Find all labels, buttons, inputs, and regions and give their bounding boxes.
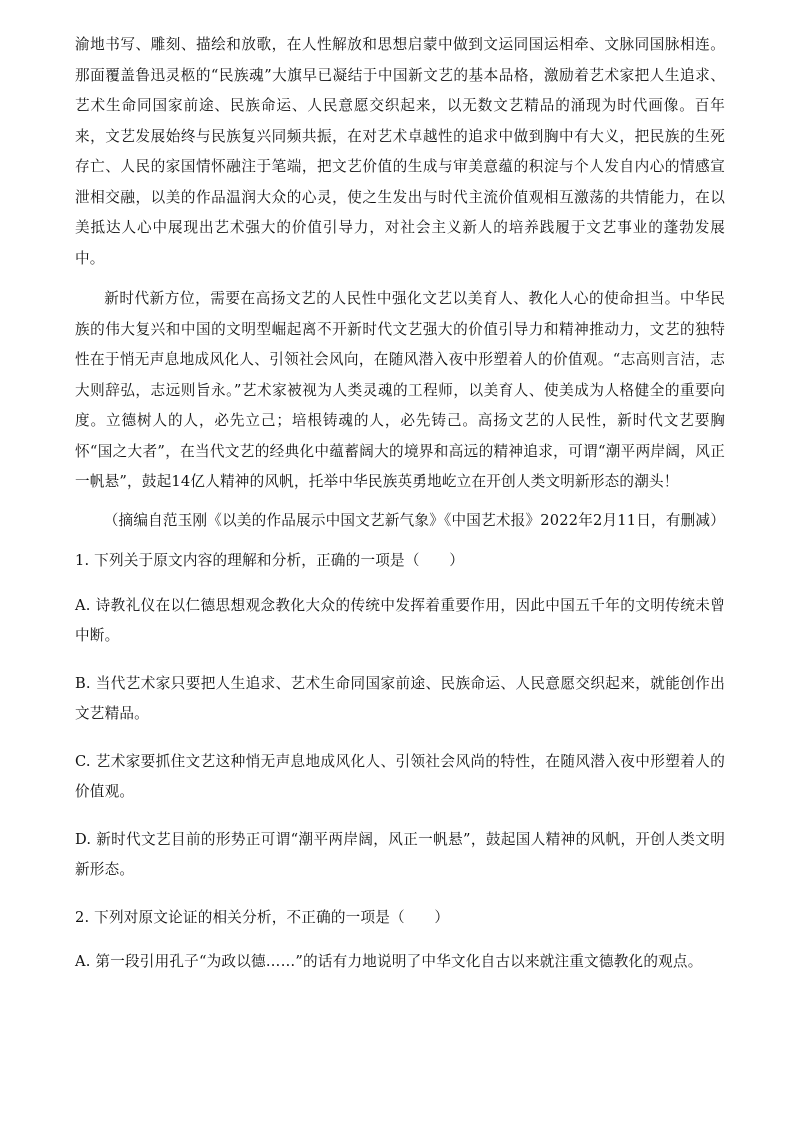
document-page	[75, 30, 725, 978]
question-1-option-c: C. 艺术家要抓住文艺这种悄无声息地成风化人、引领社会风尚的特性，在随风潜入夜中形塑着人的价值观。	[75, 752, 725, 800]
question-2-option-a: A. 第一段引用孔子“为政以德……”的话有力地说明了中华文化自古以来就注重文德教化的观点。	[75, 953, 703, 970]
question-1-option-d: D. 新时代文艺目前的形势正可谓“潮平两岸阔，风正一帆悬”，鼓起国人精神的风帆，开创人类文明新形态。	[75, 830, 725, 878]
question-1-option-b: B. 当代艺术家只要把人生追求、艺术生命同国家前途、民族命运、人民意愿交织起来，就能创作出文艺精品。	[75, 674, 725, 722]
question-1-stem: 1. 下列关于原文内容的理解和分析，正确的一项是（ ）	[75, 552, 465, 569]
passage-paragraph-1: 渝地书写、雕刻、描绘和放歌，在人性解放和思想启蒙中做到文运同国运相牵、文脉同国脉相连。那面覆盖鲁迅灵柩的“民族魂”大旗早已凝结于中国新文艺的基本品格，激励着艺术家把人生追求、艺术生命同国家前途、民族命运、人民意愿交织起来，以无数文艺精品的涌现为时代画像。百年来，文艺发展始终与民族复兴同频共振，在对艺术卓越性的追求中做到胸中有大义，把民族的生死存亡、人民的家国情怀融注于笔端，把文艺价值的生成与审美意蕴的积淀与个人发自内心的情感宣泄相交融，以美的作品温润大众的心灵，使之生发出与时代主流价值观相互激荡的共情能力，在以美抵达人心中展现出艺术强大的价值引导力，对社会主义新人的培养践履于文艺事业的蓬勃发展中。	[75, 36, 725, 267]
question-2-stem: 2. 下列对原文论证的相关分析，不正确的一项是（ ）	[75, 908, 450, 926]
question-1-option-a: A. 诗教礼仪在以仁德思想观念教化大众的传统中发挥着重要作用，因此中国五千年的文明传统未曾中断。	[75, 596, 725, 644]
passage-paragraph-2: 新时代新方位，需要在高扬文艺的人民性中强化文艺以美育人、教化人心的使命担当。中华民族的伟大复兴和中国的文明型崛起离不开新时代文艺强大的价值引导力和精神推动力，文艺的独特性在于悄无声息地成风化人、引领社会风向，在随风潜入夜中形塑着人的价值观。“志高则言洁，志大则辞弘，志远则旨永。”艺术家被视为人类灵魂的工程师，以美育人、使美成为人格健全的重要向度。立德树人的人，必先立己；培根铸魂的人，必先铸己。高扬文艺的人民性，新时代文艺要胸怀“国之大者”，在当代文艺的经典化中蕴蓄阔大的境界和高远的精神追求，可谓“潮平两岸阔，风正一帆悬”，鼓起14亿人精神的风帆，托举中华民族英勇地屹立在开创人类文明新形态的潮头！	[75, 290, 725, 490]
passage-source: （摘编自范玉刚《以美的作品展示中国文艺新气象》《中国艺术报》2022年2月11日，有删减）	[103, 511, 725, 529]
